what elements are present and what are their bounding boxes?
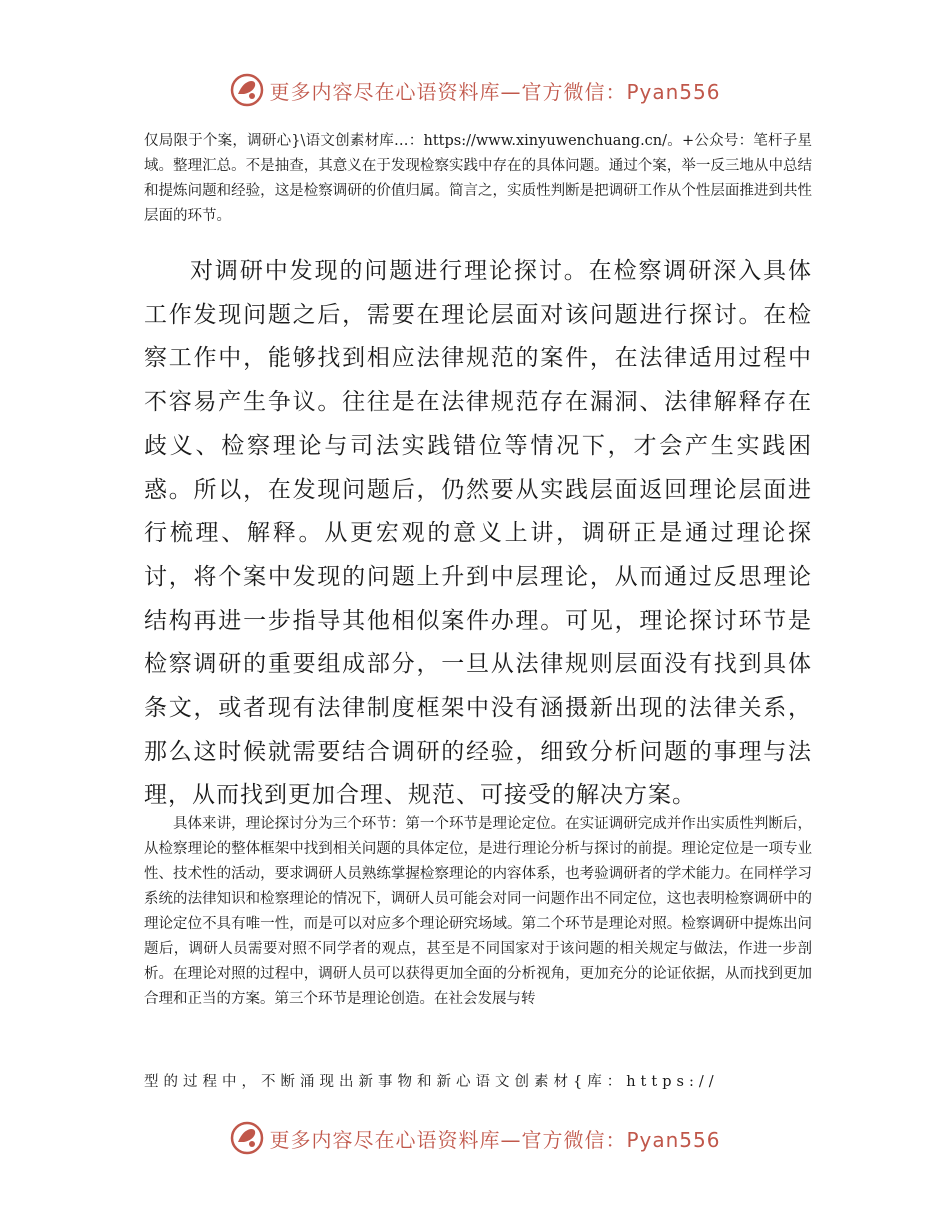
header-banner-text: 更多内容尽在心语资料库—官方微信：Pyan556: [269, 79, 721, 104]
paragraph-theory-discussion: 对调研中发现的问题进行理论探讨。在检察调研深入具体工作发现问题之后，需要在理论层面对该问题进行探讨。在检察工作中，能够找到相应法律规范的案件，在法律适用过程中不容易产生争议。往往是在法律规范存在漏洞、法律解释存在歧义、检察理论与司法实践错位等情况下，才会产生实践困惑。所以，在发现问题后，仍然要从实践层面返回理论层面进行梳理、解释。从更宏观的意义上讲，调研正是通过理论探讨，将个案中发现的问题上升到中层理论，从而通过反思理论结构再进一步指导其他相似案件办理。可见，理论探讨环节是检察调研的重要组成部分，一旦从法律规则层面没有找到具体条文，或者现有法律制度框架中没有涵摄新出现的法律关系，那么这时候就需要结合调研的经验，细致分析问题的事理与法理，从而找到更加合理、规范、可接受的解决方案。: [144, 258, 812, 809]
footer-watermark-banner: [0, 1118, 950, 1158]
xinyu-logo-icon: [229, 72, 265, 108]
xinyu-logo-icon: [229, 1120, 265, 1156]
paragraph-continuation: 型的过程中，不断涌现出新事物和新心语文创素材{库：https://: [144, 1074, 719, 1090]
header-watermark-banner: [0, 70, 950, 110]
paragraph-three-stages: 具体来讲，理论探讨分为三个环节：第一个环节是理论定位。在实证调研完成并作出实质性判断后，从检察理论的整体框架中找到相关问题的具体定位，是进行理论分析与探讨的前提。理论定位是一项专业性、技术性的活动，要求调研人员熟练掌握检察理论的内容体系，也考验调研者的学术能力。在同样学习系统的法律知识和检察理论的情况下，调研人员可能会对同一问题作出不同定位，这也表明检察调研中的理论定位不具有唯一性，而是可以对应多个理论研究场域。第二个环节是理论对照。检察调研中提炼出问题后，调研人员需要对照不同学者的观点，甚至是不同国家对于该问题的相关规定与做法，作进一步剖析。在理论对照的过程中，调研人员可以获得更加全面的分析视角，更加充分的论证依据，从而找到更加合理和正当的方案。第三个环节是理论创造。在社会发展与转: [144, 816, 812, 1007]
paragraph-intro: 仅局限于个案，调研心}\语文创素材库…：https://www.xinyuwenchuang.cn/。+公众号：笔杆子星域。整理汇总。不是抽查，其意义在于发现检察实践中存在的具体问题。通过个案，举一反三地从中总结和提炼问题和经验，这是检察调研的价值归属。简言之，实质性判断是把调研工作从个性层面推进到共性层面的环节。: [144, 133, 812, 224]
footer-banner-text: 更多内容尽在心语资料库—官方微信：Pyan556: [269, 1127, 721, 1152]
